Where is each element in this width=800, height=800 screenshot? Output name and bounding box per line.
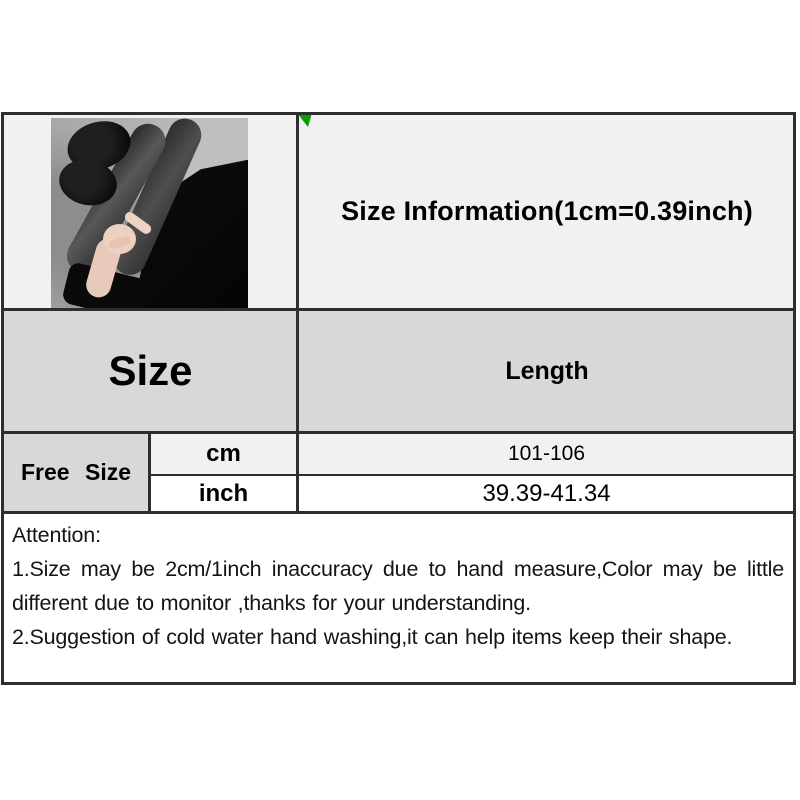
inch-unit-label: inch <box>198 479 249 507</box>
attention-box <box>1 511 796 685</box>
border-main-column <box>296 112 299 514</box>
photo-cell <box>4 115 297 308</box>
length-cm-value-cell <box>299 434 794 474</box>
size-header-label: Size <box>108 347 193 394</box>
border-row2-row3 <box>1 431 796 434</box>
attention-line-1: 1.Size may be 2cm/1inch inaccuracy due to hand measure,Color may be little <box>12 557 784 581</box>
length-header-label: Length <box>505 356 589 385</box>
attention-line-2: different due to monitor ,thanks for your understanding. <box>12 591 531 615</box>
cm-unit-cell <box>151 434 296 474</box>
border-cm-inch <box>148 474 796 476</box>
border-row1-row2 <box>1 308 796 311</box>
size-header-cell <box>4 311 297 431</box>
length-inch-value-cell <box>299 476 794 511</box>
border-right <box>793 112 796 514</box>
green-corner-marker-icon <box>297 113 313 128</box>
border-sub-column <box>148 431 151 514</box>
length-cm-value: 101-106 <box>507 442 586 465</box>
length-inch-value: 39.39-41.34 <box>482 479 611 507</box>
page-title: Size Information(1cm=0.39inch) <box>341 196 753 226</box>
free-size-label: Free Size <box>21 459 131 485</box>
attention-heading: Attention: <box>12 523 101 547</box>
length-header-cell <box>299 311 795 431</box>
product-photo <box>51 118 248 308</box>
border-left <box>1 112 4 514</box>
attention-line-3: 2.Suggestion of cold water hand washing,it can help items keep their shape. <box>12 625 733 649</box>
inch-unit-cell <box>151 476 296 511</box>
title-cell <box>299 115 795 308</box>
cm-unit-label: cm <box>206 440 241 467</box>
border-top <box>1 112 796 115</box>
free-size-cell <box>4 434 148 511</box>
